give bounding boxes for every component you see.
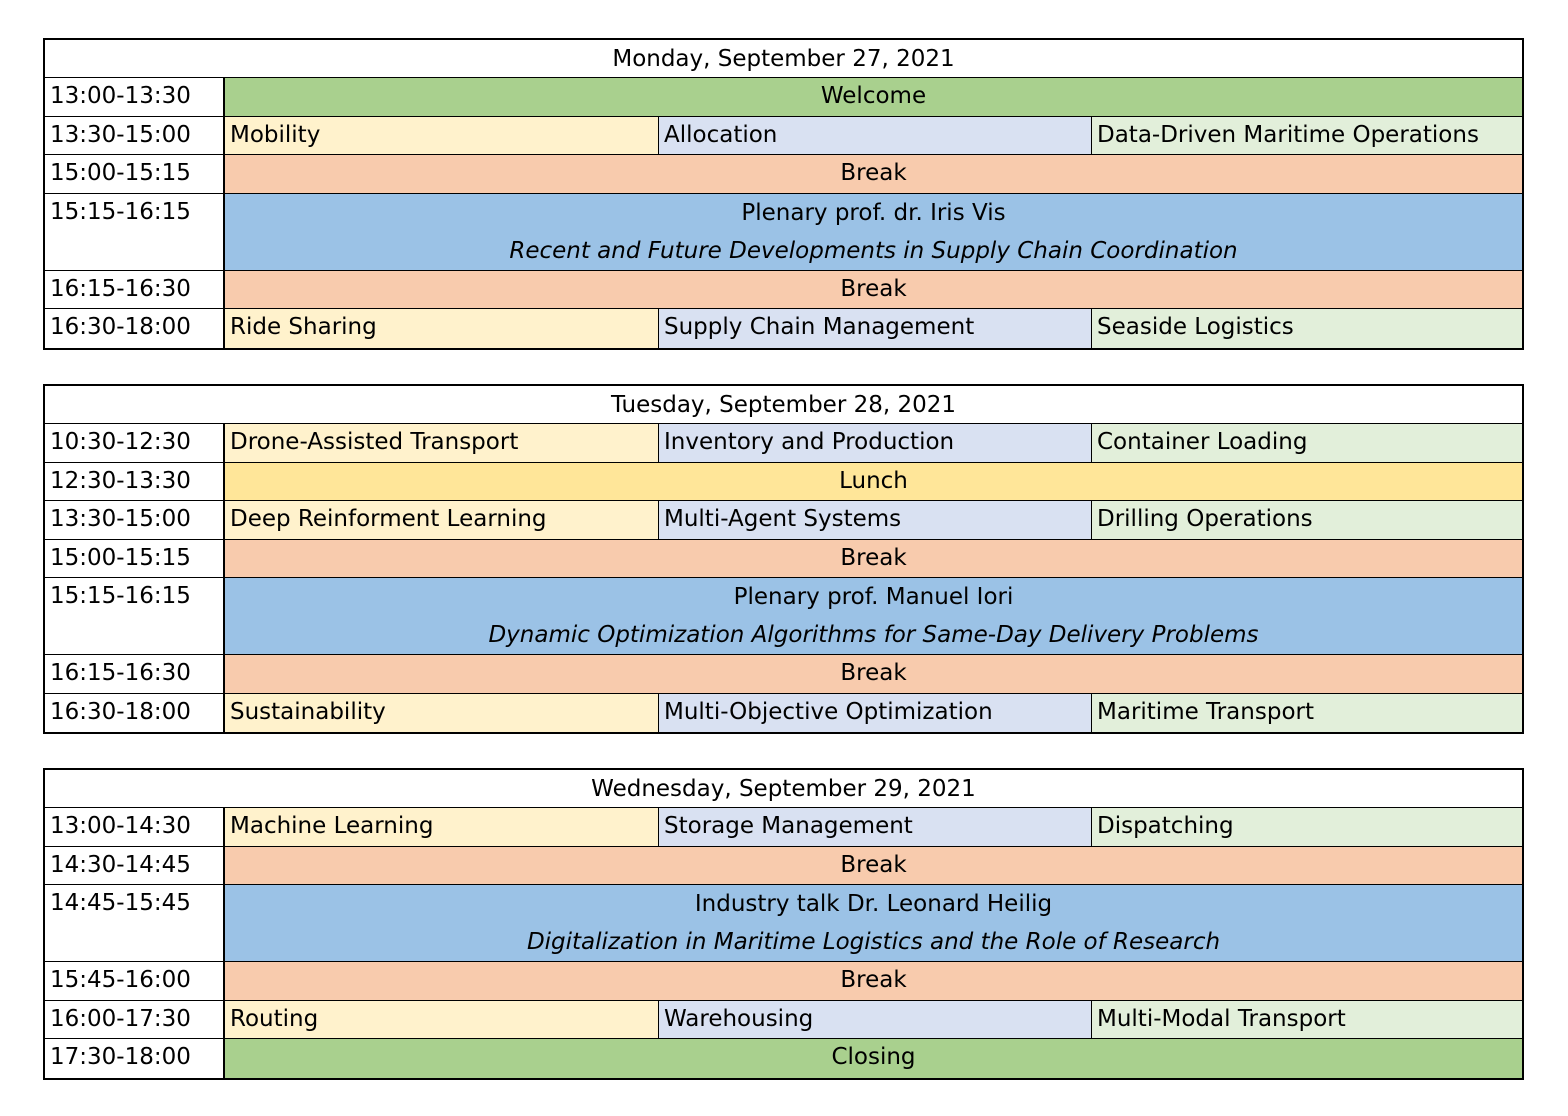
lunch-session: Lunch <box>225 463 1522 501</box>
track-session: Storage Management <box>659 808 1092 846</box>
track-session: Sustainability <box>225 694 659 733</box>
track-session: Multi-Agent Systems <box>659 501 1092 539</box>
day-monday <box>43 38 1524 350</box>
schedule-row <box>45 578 1522 655</box>
schedule-row <box>45 78 1522 117</box>
track-session: Seaside Logistics <box>1092 309 1522 348</box>
break-session: Break <box>225 155 1522 193</box>
plenary-session <box>225 194 1522 270</box>
schedule-row <box>45 962 1522 1001</box>
break-session: Break <box>225 655 1522 693</box>
schedule-row <box>45 424 1522 463</box>
break-session: Break <box>225 962 1522 1000</box>
plenary-speaker: Plenary prof. dr. Iris Vis <box>741 199 1006 226</box>
track-session: Machine Learning <box>225 808 659 846</box>
track-session: Drone-Assisted Transport <box>225 424 659 462</box>
schedule-row <box>45 655 1522 694</box>
schedule-row <box>45 309 1522 348</box>
time-slot: 13:30-15:00 <box>45 117 225 155</box>
day-tuesday <box>43 384 1524 734</box>
time-slot: 13:00-13:30 <box>45 78 225 116</box>
welcome-session: Welcome <box>225 78 1522 116</box>
track-session: Maritime Transport <box>1092 694 1522 733</box>
track-session: Inventory and Production <box>659 424 1092 462</box>
schedule-row <box>45 194 1522 271</box>
day-title: Wednesday, September 29, 2021 <box>45 770 1522 808</box>
time-slot: 17:30-18:00 <box>45 1039 225 1078</box>
time-slot: 15:00-15:15 <box>45 540 225 578</box>
plenary-session <box>225 578 1522 654</box>
track-session: Multi-Objective Optimization <box>659 694 1092 733</box>
track-session: Mobility <box>225 117 659 155</box>
track-session: Supply Chain Management <box>659 309 1092 348</box>
break-session: Break <box>225 540 1522 578</box>
schedule-row <box>45 1039 1522 1078</box>
day-title: Monday, September 27, 2021 <box>45 40 1522 78</box>
day-title: Tuesday, September 28, 2021 <box>45 386 1522 424</box>
track-session: Warehousing <box>659 1001 1092 1039</box>
plenary-talk-title: Digitalization in Maritime Logistics and the Role of Research <box>526 929 1221 955</box>
closing-session: Closing <box>225 1039 1522 1078</box>
schedule-row <box>45 694 1522 733</box>
schedule-row <box>45 463 1522 502</box>
track-session: Routing <box>225 1001 659 1039</box>
schedule-row <box>45 808 1522 847</box>
track-session: Deep Reinforment Learning <box>225 501 659 539</box>
track-session: Dispatching <box>1092 808 1522 846</box>
schedule-row <box>45 540 1522 579</box>
time-slot: 15:00-15:15 <box>45 155 225 193</box>
break-session: Break <box>225 847 1522 885</box>
schedule-row <box>45 117 1522 156</box>
time-slot: 14:30-14:45 <box>45 847 225 885</box>
schedule-row <box>45 885 1522 962</box>
schedule-row <box>45 271 1522 310</box>
time-slot: 16:15-16:30 <box>45 655 225 693</box>
time-slot: 13:30-15:00 <box>45 501 225 539</box>
track-session: Container Loading <box>1092 424 1522 462</box>
time-slot: 15:15-16:15 <box>45 194 225 270</box>
track-session: Ride Sharing <box>225 309 659 348</box>
plenary-talk-title: Recent and Future Developments in Supply Chain Coordination <box>509 237 1238 264</box>
time-slot: 16:30-18:00 <box>45 309 225 348</box>
time-slot: 15:45-16:00 <box>45 962 225 1000</box>
schedule-row <box>45 1001 1522 1040</box>
time-slot: 16:30-18:00 <box>45 694 225 733</box>
plenary-speaker: Industry talk Dr. Leonard Heilig <box>694 891 1053 917</box>
schedule-row <box>45 501 1522 540</box>
break-session: Break <box>225 271 1522 309</box>
track-session: Drilling Operations <box>1092 501 1522 539</box>
time-slot: 13:00-14:30 <box>45 808 225 846</box>
schedule-row <box>45 847 1522 886</box>
schedule-row <box>45 155 1522 194</box>
plenary-speaker: Plenary prof. Manuel Iori <box>733 584 1014 610</box>
day-wednesday <box>43 768 1524 1080</box>
plenary-talk-title: Dynamic Optimization Algorithms for Same-Day Delivery Problems <box>488 622 1259 648</box>
track-session: Multi-Modal Transport <box>1092 1001 1522 1039</box>
time-slot: 15:15-16:15 <box>45 578 225 654</box>
track-session: Allocation <box>659 117 1092 155</box>
track-session: Data-Driven Maritime Operations <box>1092 117 1522 155</box>
time-slot: 16:00-17:30 <box>45 1001 225 1039</box>
time-slot: 12:30-13:30 <box>45 463 225 501</box>
time-slot: 16:15-16:30 <box>45 271 225 309</box>
industry-talk-session <box>225 885 1522 961</box>
time-slot: 14:45-15:45 <box>45 885 225 961</box>
time-slot: 10:30-12:30 <box>45 424 225 462</box>
